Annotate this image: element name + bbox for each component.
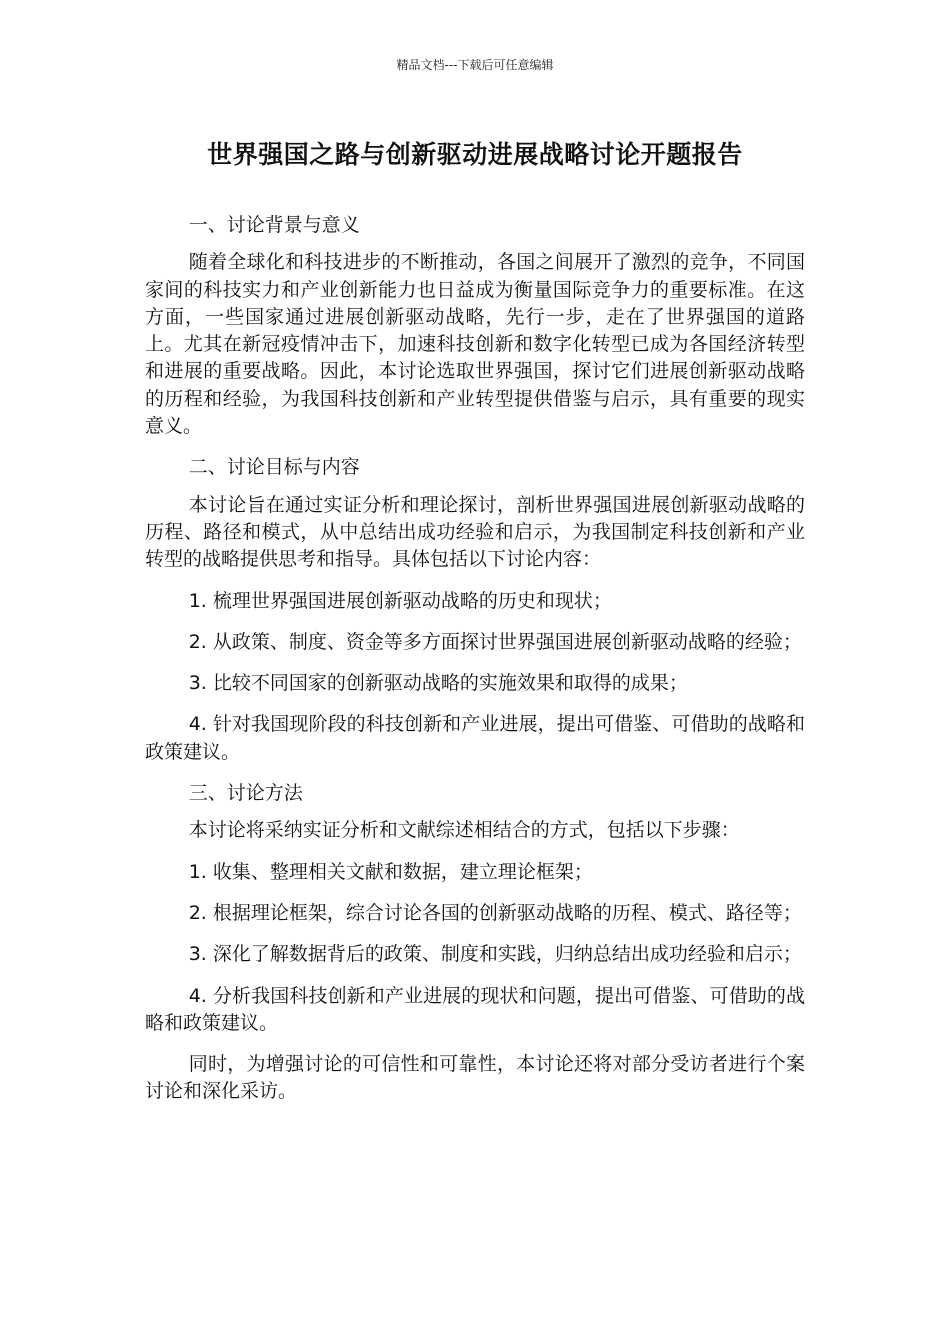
objectives-list-item: 3. 比较不同国家的创新驱动战略的实施效果和取得的成果； — [188, 672, 688, 695]
objectives-list-item: 2. 从政策、制度、资金等多方面探讨世界强国进展创新驱动战略的经验； — [188, 630, 802, 653]
methods-list-item: 4. 分析我国科技创新和产业进展的现状和问题，提出可借鉴、可借助的战略和政策建议。 — [145, 984, 805, 1034]
page-header-caption: 精品文档---下载后可任意编辑 — [396, 58, 554, 72]
methods-closing-paragraph: 同时，为增强讨论的可信性和可靠性，本讨论还将对部分受访者进行个案讨论和深化采访。 — [145, 1053, 805, 1103]
objectives-intro-paragraph: 本讨论旨在通过实证分析和理论探讨，剖析世界强国进展创新驱动战略的历程、路径和模式，从中总结出成功经验和启示，为我国制定科技创新和产业转型的战略提供思考和指导。具体包括以下讨论内容： — [145, 493, 805, 571]
objectives-list-item: 1. 梳理世界强国进展创新驱动战略的历史和现状； — [188, 589, 612, 612]
objectives-list-item: 4. 针对我国现阶段的科技创新和产业进展，提出可借鉴、可借助的战略和政策建议。 — [145, 713, 805, 763]
methods-list-item: 3. 深化了解数据背后的政策、制度和实践，归纳总结出成功经验和启示； — [188, 943, 802, 966]
methods-list-item: 2. 根据理论框架，综合讨论各国的创新驱动战略的历程、模式、路径等； — [188, 901, 802, 924]
section-heading-methods: 三、讨论方法 — [188, 782, 303, 805]
section-heading-background: 一、讨论背景与意义 — [188, 214, 360, 236]
document-title: 世界强国之路与创新驱动进展战略讨论开题报告 — [207, 140, 743, 169]
background-paragraph: 随着全球化和科技进步的不断推动，各国之间展开了激烈的竞争，不同国家间的科技实力和产业创新能力也日益成为衡量国际竞争力的重要标准。在这方面，一些国家通过进展创新驱动战略，先行一步，走在了世界强国的道路上。尤其在新冠疫情冲击下，加速科技创新和数字化转型已成为各国经济转型和进展的重要战略。因此，本讨论选取世界强国，探讨它们进展创新驱动战略的历程和经验，为我国科技创新和产业转型提供借鉴与启示，具有重要的现实意义。 — [145, 251, 805, 438]
methods-list-item: 1. 收集、整理相关文献和数据，建立理论框架； — [188, 860, 593, 883]
document-body — [145, 212, 805, 1120]
section-heading-objectives: 二、讨论目标与内容 — [188, 456, 360, 479]
methods-intro-paragraph: 本讨论将采纳实证分析和文献综述相结合的方式，包括以下步骤： — [188, 819, 740, 842]
